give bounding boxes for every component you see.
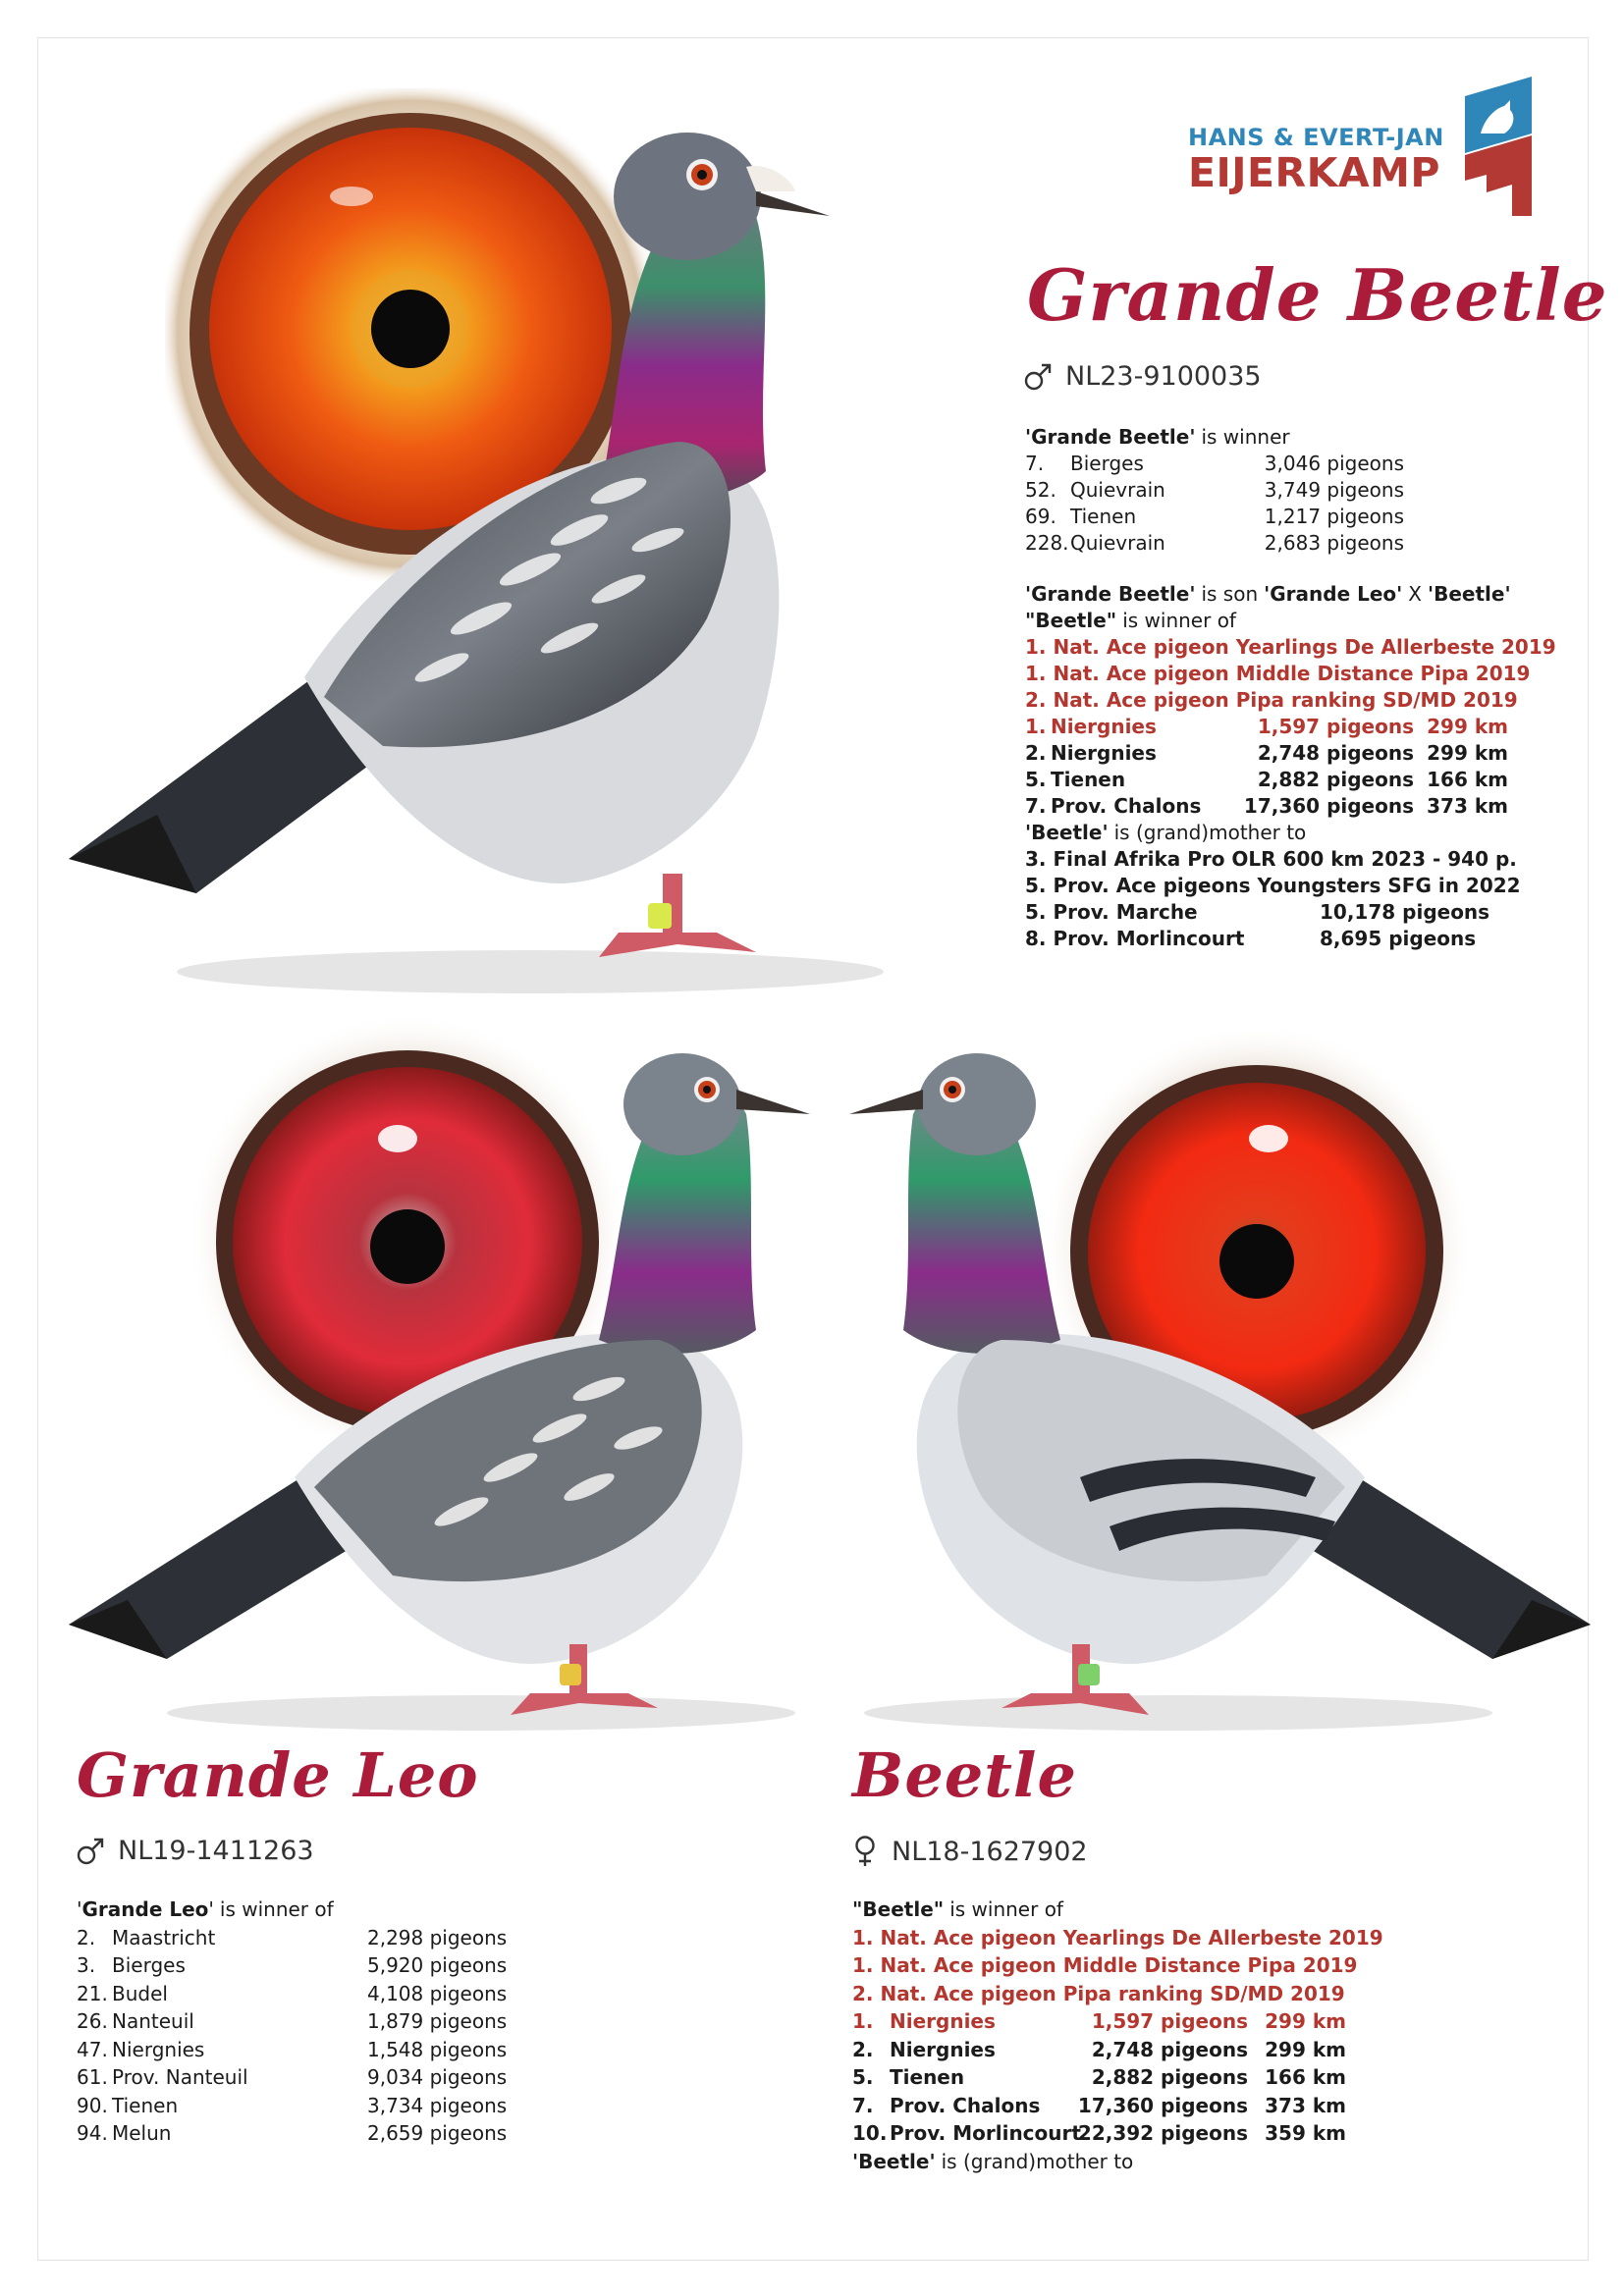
result-count: 2,882 pigeons [1257,768,1414,791]
win-count: 5,920 pigeons [367,1953,508,1977]
win-count: 1,217 pigeons [1264,505,1404,528]
result-row [852,2007,1461,2036]
grande-beetle-title: Grande Beetle [1027,253,1608,337]
win-row [1025,451,1437,477]
result-row [852,2092,1461,2120]
grande-beetle-pigeon-image [69,69,1051,1001]
result-row [1025,740,1555,767]
logo-emblem-icon [1445,77,1534,224]
female-symbol-icon [852,1836,878,1867]
win-row [77,2092,568,2120]
parent-line-x: X [1408,582,1422,606]
result-place: Niergnies [890,2037,996,2061]
leo-winner-name: Grande Leo [81,1897,209,1921]
win-place: Quievrain [1070,531,1165,555]
result-row [852,2036,1461,2064]
beetle-title: Beetle [852,1739,1077,1811]
beetle-results [852,1896,1461,2175]
win-count: 1,879 pigeons [367,2009,508,2033]
win-rank: 52. [1025,478,1056,502]
offspring-text: 3. Final Afrika Pro OLR 600 km 2023 - 940 p. [1025,847,1517,871]
beetle-grandmother-text: is (grand)mother to [941,2149,1134,2173]
male-symbol-icon [77,1838,104,1865]
result-place: Prov. Chalons [1051,794,1202,818]
result-km: 166 km [1265,2065,1346,2089]
result-rank: 7. [852,2093,874,2117]
grande-leo-ring-number: NL19-1411263 [118,1836,314,1866]
win-rank: 3. [77,1953,96,1977]
male-symbol-icon [1024,363,1052,391]
result-count: 2,748 pigeons [1091,2037,1248,2061]
offspring-count: 8,695 pigeons [1320,927,1477,950]
win-rank: 21. [77,1981,108,2005]
logo-line-2: EIJERKAMP [1188,149,1440,196]
win-place: Tienen [1070,505,1137,528]
win-rank: 61. [77,2065,108,2089]
beetle-winner-text: is winner of [949,1897,1063,1921]
win-rank: 2. [77,1925,96,1949]
leo-winner-text: is winner of [219,1897,334,1921]
result-km: 299 km [1427,715,1508,738]
offspring-row [1025,846,1555,873]
parent-line-mother: 'Beetle' [1428,582,1511,606]
offspring-text: 5. Prov. Marche [1025,900,1198,924]
result-place: Tienen [1051,768,1126,791]
win-rank: 69. [1025,505,1056,528]
result-row [852,2063,1461,2092]
result-km: 299 km [1265,2009,1346,2033]
red-title-line: 2. Nat. Ace pigeon Pipa ranking SD/MD 2019 [1025,688,1518,712]
result-rank: 5. [1025,768,1047,791]
win-count: 2,298 pigeons [367,1925,508,1949]
beetle-pigeon-image [844,1016,1591,1742]
grande-beetle-winner-text: is winner [1201,425,1290,449]
win-row [77,2007,568,2036]
beetle-grandmother-name: 'Beetle' [852,2149,936,2173]
result-count: 22,392 pigeons [1077,2121,1248,2145]
result-rank: 10. [852,2121,888,2145]
win-place: Tienen [112,2093,179,2117]
result-rank: 5. [852,2065,874,2089]
win-place: Prov. Nanteuil [112,2065,248,2089]
result-count: 1,597 pigeons [1257,715,1414,738]
result-rank: 1. [1025,715,1047,738]
win-row [1025,530,1437,557]
grande-beetle-wins [1025,424,1437,557]
win-count: 1,548 pigeons [367,2037,508,2061]
brand-logo [1188,77,1532,224]
win-place: Nanteuil [112,2009,194,2033]
grande-leo-ring-row [77,1836,314,1866]
offspring-text: 5. Prov. Ace pigeons Youngsters SFG in 2022 [1025,874,1521,897]
win-rank: 228. [1025,531,1069,555]
result-row [1025,793,1555,820]
win-rank: 94. [77,2121,108,2145]
logo-line-1: HANS & EVERT-JAN [1188,124,1444,151]
grande-beetle-winner-name: 'Grande Beetle' [1025,425,1196,449]
red-title-line: 1. Nat. Ace pigeon Middle Distance Pipa 2019 [1025,662,1531,685]
red-title-line: 1. Nat. Ace pigeon Yearlings De Allerbeste 2019 [852,1925,1383,1949]
beetle-ring-number: NL18-1627902 [892,1836,1088,1867]
win-count: 9,034 pigeons [367,2065,508,2089]
offspring-text: 8. Prov. Morlincourt [1025,927,1245,950]
result-count: 2,748 pigeons [1257,741,1414,765]
result-km: 373 km [1265,2093,1346,2117]
result-count: 17,360 pigeons [1243,794,1414,818]
parent-line-mid: is son [1201,582,1259,606]
win-place: Bierges [112,1953,186,1977]
result-km: 166 km [1427,768,1508,791]
beetle-winner-name: "Beetle" [852,1897,945,1921]
offspring-row [1025,926,1555,952]
beetle-ring-row [852,1836,1088,1867]
win-count: 2,683 pigeons [1264,531,1404,555]
result-place: Prov. Chalons [890,2093,1041,2117]
result-row [852,2119,1461,2148]
offspring-count: 10,178 pigeons [1320,900,1490,924]
red-title-line: 1. Nat. Ace pigeon Middle Distance Pipa 2019 [852,1953,1358,1977]
result-place: Niergnies [1051,715,1157,738]
win-place: Budel [112,1981,168,2005]
win-rank: 7. [1025,452,1045,475]
grande-beetle-ring-number: NL23-9100035 [1065,361,1262,392]
grande-leo-title: Grande Leo [77,1739,479,1811]
win-row [77,1951,568,1980]
red-title-line: 1. Nat. Ace pigeon Yearlings De Allerbeste 2019 [1025,635,1556,659]
win-row [77,1980,568,2008]
win-place: Bierges [1070,452,1144,475]
win-row [1025,477,1437,504]
win-place: Melun [112,2121,172,2145]
result-count: 2,882 pigeons [1091,2065,1248,2089]
result-count: 17,360 pigeons [1077,2093,1248,2117]
win-row [77,2119,568,2148]
win-count: 2,659 pigeons [367,2121,508,2145]
win-count: 3,734 pigeons [367,2093,508,2117]
win-count: 3,046 pigeons [1264,452,1404,475]
win-row [77,2063,568,2092]
grande-leo-pigeon-image [69,1016,835,1742]
offspring-row [1025,899,1555,926]
win-row [1025,504,1437,530]
win-count: 3,749 pigeons [1264,478,1404,502]
result-km: 299 km [1427,741,1508,765]
win-place: Maastricht [112,1925,216,1949]
win-rank: 26. [77,2009,108,2033]
result-rank: 1. [852,2009,874,2033]
beetle-line-name: "Beetle" [1025,609,1117,632]
parent-line-father: 'Grande Leo' [1264,582,1403,606]
grande-beetle-pedigree [1025,581,1555,952]
result-rank: 2. [852,2037,874,2061]
result-place: Prov. Morlincourt [890,2121,1081,2145]
result-km: 359 km [1265,2121,1346,2145]
result-count: 1,597 pigeons [1091,2009,1248,2033]
offspring-row [1025,873,1555,899]
top-grandmother-text: is (grand)mother to [1113,821,1307,844]
win-row [77,1924,568,1952]
win-rank: 90. [77,2093,108,2117]
win-place: Quievrain [1070,478,1165,502]
win-place: Niergnies [112,2037,205,2061]
grande-beetle-ring-row [1024,361,1262,392]
result-km: 299 km [1265,2037,1346,2061]
result-place: Niergnies [890,2009,996,2033]
result-rank: 2. [1025,741,1047,765]
win-count: 4,108 pigeons [367,1981,508,2005]
result-km: 373 km [1427,794,1508,818]
result-place: Tienen [890,2065,965,2089]
parent-line-name: 'Grande Beetle' [1025,582,1196,606]
result-place: Niergnies [1051,741,1157,765]
win-rank: 47. [77,2037,108,2061]
top-grandmother-name: 'Beetle' [1025,821,1109,844]
result-row [1025,767,1555,793]
beetle-line-text: is winner of [1122,609,1236,632]
win-row [77,2036,568,2064]
red-title-line: 2. Nat. Ace pigeon Pipa ranking SD/MD 2019 [852,1981,1345,2005]
result-row [1025,714,1555,740]
result-rank: 7. [1025,794,1047,818]
grande-leo-wins: ' Grande Leo ' is winner of 2. Maastricht 2,298 pigeons 3. Bierges 5,920 pigeons 21. Budel 4,108 pigeons 26. Nanteuil 1,879 pigeons 47. Niergnies 1,548 pigeons 61. Prov. Nanteuil 9,034 pigeons 90. Tienen 3,734 pigeons 94. Melun 2,659 pigeons [77,1896,568,2148]
